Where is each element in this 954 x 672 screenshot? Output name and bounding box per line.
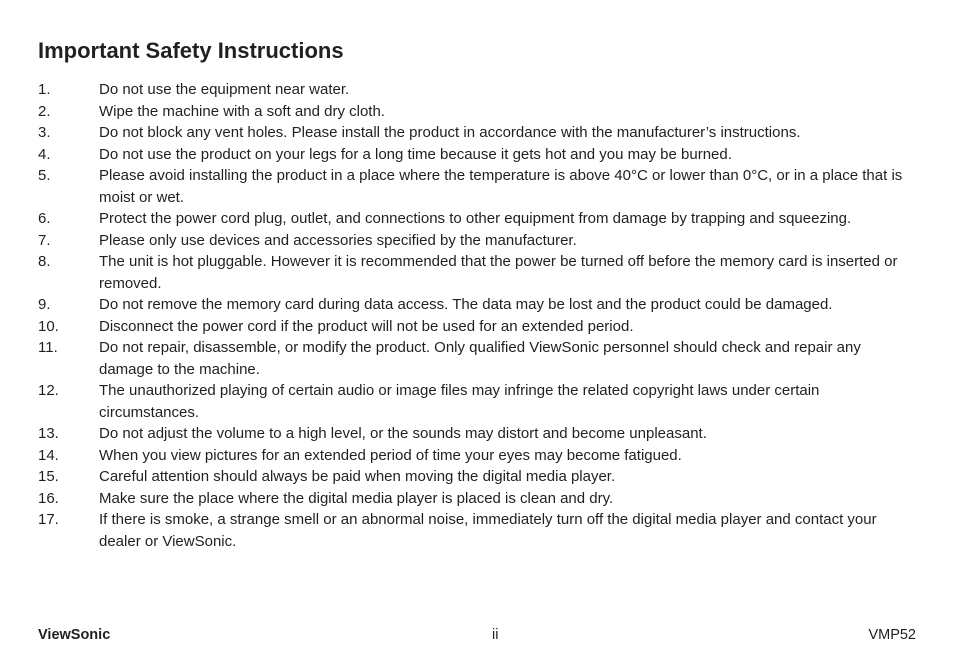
list-item [38,165,918,208]
list-item [38,208,918,230]
page-title: Important Safety Instructions [38,38,344,63]
item-number: 13. [38,425,59,442]
item-text: When you view pictures for an extended period of time your eyes may become fatigued. [99,446,682,464]
item-number: 9. [38,296,51,313]
item-text: If there is smoke, a strange smell or an abnormal noise, immediately turn off the digital media player and contact your dealer or ViewSonic. [99,511,877,550]
item-text: Please avoid installing the product in a place where the temperature is above 40°C or lower than 0°C, or in a place that is moist or wet. [99,167,903,206]
item-number: 14. [38,446,59,464]
item-text: Do not adjust the volume to a high level, or the sounds may distort and become unpleasant. [99,425,707,442]
item-text: The unauthorized playing of certain audio or image files may infringe the related copyright laws under certain circumstances. [99,382,820,421]
item-number: 7. [38,231,51,249]
list-item [38,337,918,380]
list-item [38,488,918,510]
list-item [38,79,918,101]
list-item [38,509,918,552]
list-item [38,316,918,338]
item-number: 17. [38,511,59,528]
item-text: Do not use the product on your legs for a long time because it gets hot and you may be burned. [99,145,732,163]
item-text: Do not block any vent holes. Please install the product in accordance with the manufacturer’s instructions. [99,124,801,141]
item-number: 8. [38,253,51,270]
item-number: 15. [38,468,59,485]
instruction-list [38,79,918,552]
item-text: The unit is hot pluggable. However it is recommended that the power be turned off before the memory card is inserted or removed. [99,253,898,292]
item-text: Do not remove the memory card during data access. The data may be lost and the product could be damaged. [99,296,833,313]
item-text: Careful attention should always be paid when moving the digital media player. [99,468,616,485]
footer-model: VMP52 [868,627,916,643]
item-number: 1. [38,81,51,98]
footer-page-number: ii [492,627,499,643]
list-item [38,144,918,166]
item-number: 16. [38,489,59,507]
item-number: 2. [38,102,51,120]
list-item [38,101,918,123]
list-item [38,294,918,316]
item-number: 6. [38,210,51,227]
list-item [38,445,918,467]
list-item [38,122,918,144]
item-number: 11. [38,339,58,356]
item-number: 10. [38,317,59,335]
footer-brand: ViewSonic [38,627,111,643]
item-text: Wipe the machine with a soft and dry cloth. [99,102,385,120]
list-item [38,230,918,252]
item-text: Disconnect the power cord if the product will not be used for an extended period. [99,317,634,335]
item-text: Please only use devices and accessories specified by the manufacturer. [99,231,577,249]
item-text: Make sure the place where the digital media player is placed is clean and dry. [99,489,614,507]
list-item [38,380,918,423]
item-number: 5. [38,167,51,184]
item-text: Do not use the equipment near water. [99,81,350,98]
item-number: 4. [38,145,51,163]
list-item [38,466,918,488]
list-item [38,251,918,294]
item-number: 12. [38,382,59,399]
item-number: 3. [38,124,51,141]
list-item [38,423,918,445]
item-text: Protect the power cord plug, outlet, and connections to other equipment from damage by trapping and squeezing. [99,210,852,227]
item-text: Do not repair, disassemble, or modify the product. Only qualified ViewSonic personnel should check and repair any damage to the machine. [99,339,861,378]
